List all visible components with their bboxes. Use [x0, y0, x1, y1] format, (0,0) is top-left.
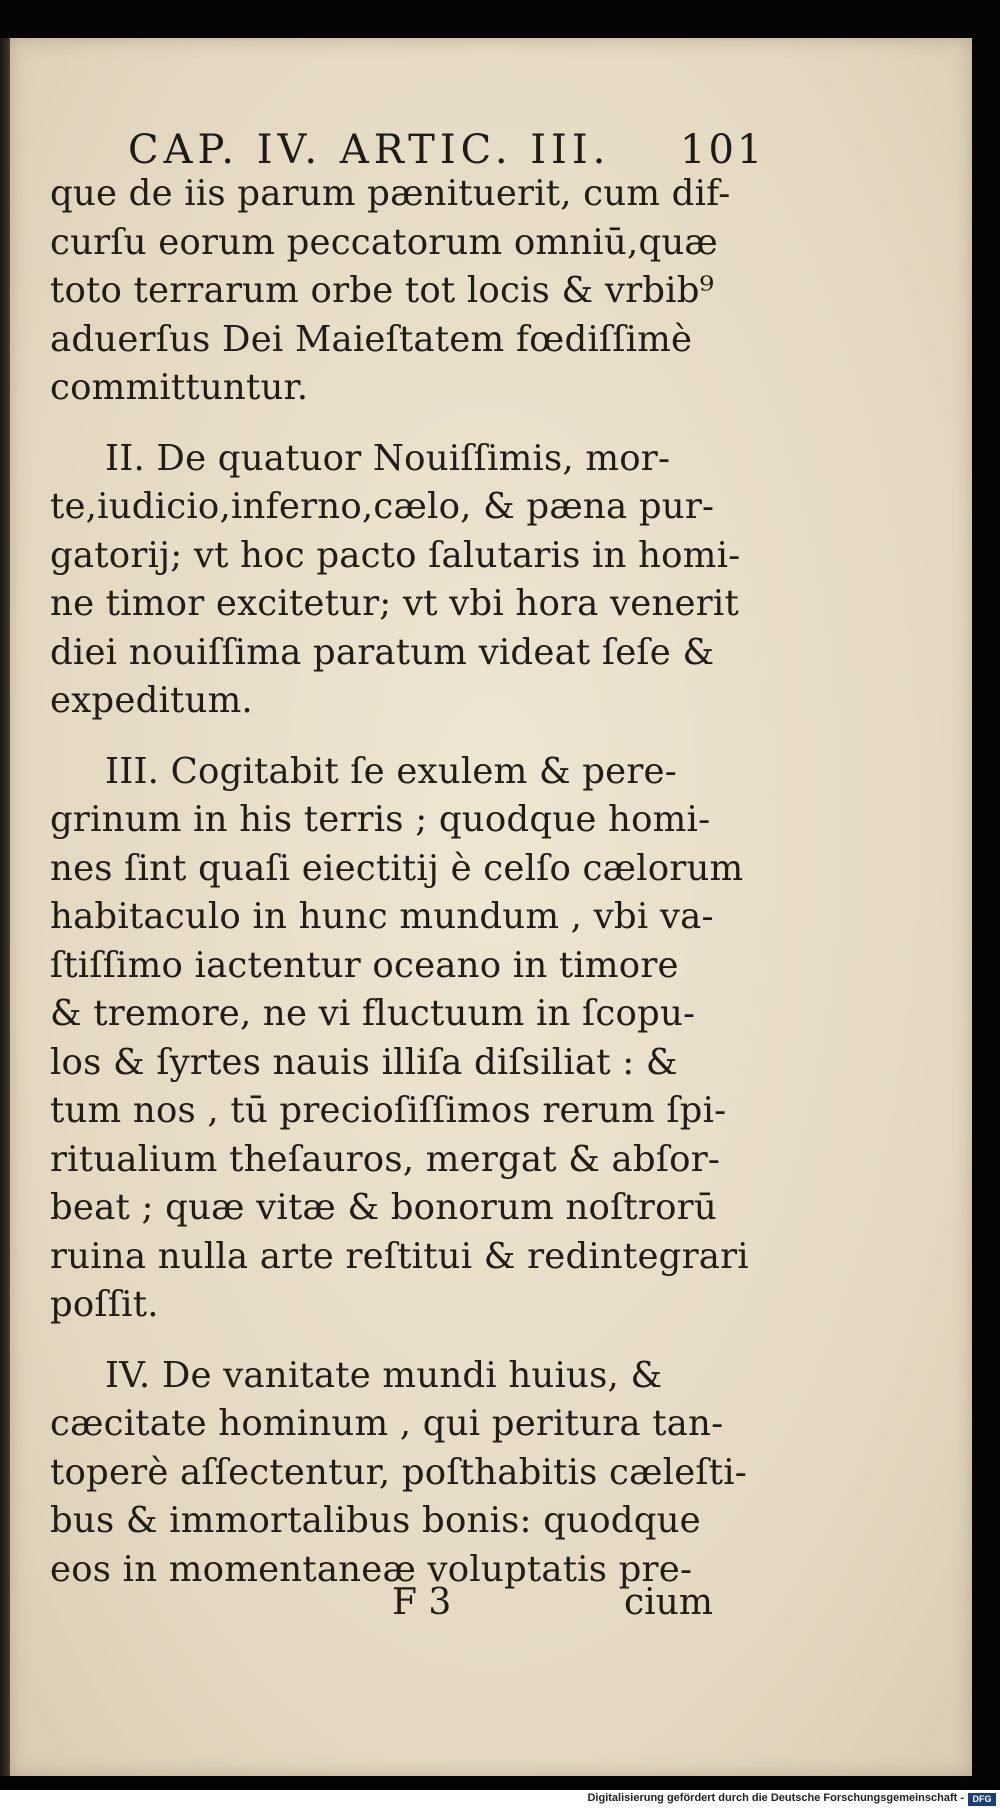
catchword: cium	[624, 1582, 713, 1623]
paragraph-continued	[50, 170, 738, 413]
text-line: eos in momentaneæ voluptatis pre-	[50, 1548, 693, 1590]
text-line: committuntur.	[50, 367, 309, 408]
body-text	[50, 170, 749, 1594]
text-line: aduerſus Dei Maieſtatem fœdiſſimè	[50, 318, 693, 360]
text-line: ruina nulla arte reſtitui & redintegrari	[50, 1235, 749, 1277]
paragraph-IV	[50, 1352, 747, 1595]
text-line: cæcitate hominum , qui peritura tan-	[50, 1403, 724, 1444]
text-line: curſu eorum peccatorum omniū,quæ	[50, 221, 719, 263]
dfg-logo: DFG	[968, 1793, 996, 1806]
text-line: III. Cogitabit ſe exulem & pere-	[105, 750, 677, 792]
signature-mark: F 3	[392, 1582, 452, 1623]
text-line: toto terrarum orbe tot locis & vrbib⁹	[50, 270, 715, 311]
text-line: expeditum.	[50, 680, 253, 721]
text-line: ſtiſſimo iactentur oceano in timore	[50, 944, 679, 986]
text-line: nes ſint quaſi eiectitij è celſo cælorum	[50, 847, 744, 889]
text-line: & tremore, ne vi fluctuum in ſcopu-	[50, 993, 696, 1034]
digitization-credit: Digitalisierung gefördert durch die Deutsche Forschungsgemeinschaft -	[587, 1792, 964, 1804]
page-number: 101	[680, 127, 766, 173]
text-line: ne timor excitetur; vt vbi hora venerit	[50, 583, 739, 624]
text-line: IV. De vanitate mundi huius, &	[105, 1354, 663, 1396]
text-line: ritualium theſauros, mergat & abſor-	[50, 1138, 721, 1180]
page-footer	[0, 1582, 962, 1632]
text-line: toperè aſſectentur, poſthabitis cæleſti-	[50, 1451, 747, 1493]
text-line: gatorij; vt hoc pacto ſalutaris in homi-	[50, 534, 741, 576]
text-line: tum nos , tū precioſiſſimos rerum ſpi-	[50, 1090, 727, 1131]
text-line: diei nouiſſima paratum videat ſeſe &	[50, 631, 715, 673]
text-line: los & ſyrtes nauis illiſa diſsiliat : &	[50, 1041, 678, 1083]
running-head: CAP. IV. ARTIC. III.	[128, 127, 611, 173]
text-line: beat ; quæ vitæ & bonorum noſtrorū	[50, 1187, 717, 1228]
paragraph-III	[50, 748, 749, 1330]
text-line: habitaculo in hunc mundum , vbi va-	[50, 896, 714, 937]
text-line: bus & immortalibus bonis: quodque	[50, 1500, 701, 1541]
text-line: que de iis parum pænituerit, cum dif-	[50, 173, 731, 214]
text-line: poſſit.	[50, 1284, 159, 1325]
text-line: II. De quatuor Nouiſſimis, mor-	[105, 437, 671, 479]
text-line: grinum in his terris ; quodque homi-	[50, 799, 711, 840]
paragraph-II	[50, 435, 741, 726]
text-line: te,iudicio,inferno,cælo, & pæna pur-	[50, 486, 715, 527]
